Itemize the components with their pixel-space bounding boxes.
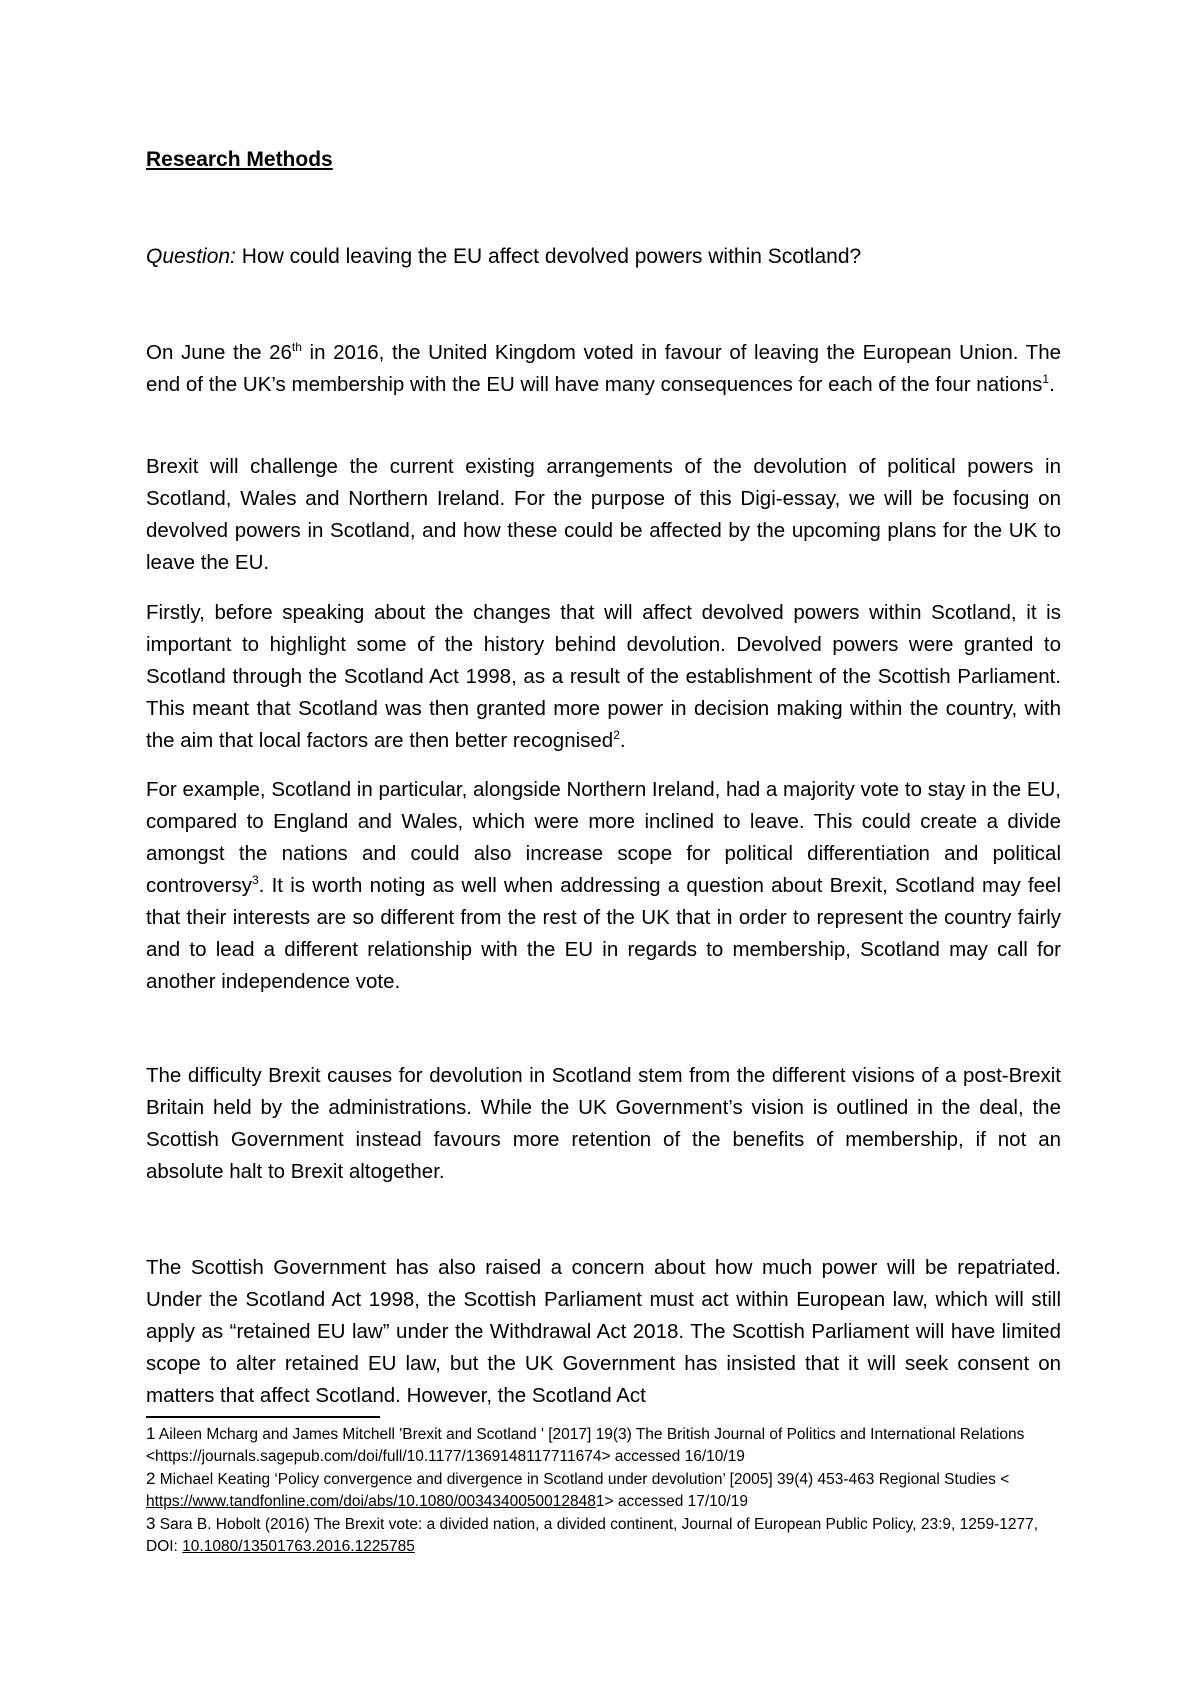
footnote-ref-1[interactable]: 1 [1042,372,1050,387]
paragraph-6: The Scottish Government has also raised a concern about how much power will be repatriated. Under the Scotland Act 1998, the Scottish Parliament must act within European law, which will still apply as “retained EU law” under the Withdrawal Act 2018. The Scottish Parliament will have limited scope to alter retained EU law, but the UK Government has insisted that it will seek consent on matters that affect Scotland. However, the Scotland Act [146,1256,1061,1407]
research-question [146,245,1066,269]
footnote-separator [146,1416,380,1418]
question-text: How could leaving the EU affect devolved powers within Scotland? [235,245,862,268]
paragraph-2: Brexit will challenge the current existing arrangements of the devolution of political powers in Scotland, Wales and Northern Ireland. For the purpose of this Digi-essay, we will be focusing on devolved powers in Scotland, and how these could be affected by the upcoming plans for the UK to leave the EU. [146,455,1061,574]
paragraph-1-text-b: in 2016, the United Kingdom voted in favour of leaving the European Union. The end of the UK’s membership with the EU will have many consequences for each of the four nations [146,341,1061,396]
footnote-ref-3[interactable]: 3 [251,873,259,888]
paragraph-4 [146,774,1061,998]
footnote-number: 1 [146,1424,156,1443]
footnote-text: Sara B. Hobolt (2016) The Brexit vote: a divided nation, a divided continent, Journal of European Public Policy, 23:9, 1259-1277, DOI: [146,1516,1039,1555]
paragraph-1-text-c: . [1049,373,1055,396]
footnote-number: 2 [146,1469,156,1488]
footnote-link-tail: 1 [595,1493,605,1510]
question-label: Question: [146,245,236,268]
paragraph-1 [146,337,1061,401]
footnote-text: Aileen Mcharg and James Mitchell 'Brexit and Scotland ' [2017] 19(3) The British Journal of Politics and International Relations <https://journals.sagepub.com/doi/full/10.1177/1369148117711674> accessed 16/10/19 [146,1426,1025,1465]
paragraph-3-text-a: Firstly, before speaking about the changes that will affect devolved powers within Scotland, it is important to highlight some of the history behind devolution. Devolved powers were granted to Scotland through the Scotland Act 1998, as a result of the establishment of the Scottish Parliament. This meant that Scotland was then granted more power in decision making within the country, with the aim that local factors are then better recognised [146,601,1061,752]
footnote-ref-2[interactable]: 2 [613,728,620,743]
footnote-link[interactable]: https://www.tandfonline.com/doi/abs/10.1080/0034340050012848 [146,1493,596,1510]
paragraph-4-text-a: For example, Scotland in particular, alongside Northern Ireland, had a majority vote to stay in the EU, compared to England and Wales, which were more inclined to leave. This could create a divide amongst the nations and could also increase scope for political differentiation and political controversy [146,778,1062,897]
paragraph-3-text-c: . [619,729,626,752]
footnote-2 [146,1468,1071,1513]
footnote-text-after: > accessed 17/10/19 [604,1493,748,1510]
paragraph-4-text-b: . It is worth noting as well when addressing a question about Brexit, Scotland may feel that their interests are so different from the rest of the UK that in order to represent the country fairly and to lead a different relationship with the EU in regards to membership, Scotland may call for another independence vote. [146,874,1061,993]
footnote-doi-link[interactable]: 10.1080/13501763.2016.1225785 [182,1538,415,1555]
paragraph-1-text-a: On June the 26 [146,341,292,364]
paragraph-5: The difficulty Brexit causes for devolution in Scotland stem from the different visions of a post-Brexit Britain held by the administrations. While the UK Government’s vision is outlined in the deal, the Scottish Government instead favours more retention of the benefits of membership, if not an absolute halt to Brexit altogether. [146,1064,1061,1183]
footnote-number: 3 [146,1514,156,1533]
footnote-1 [146,1423,1071,1468]
ordinal-suffix: th [291,340,302,355]
footnote-text: Michael Keating ‘Policy convergence and divergence in Scotland under devolution’ [2005] 39(4) 453-463 Regional Studies < [155,1471,1010,1488]
footnote-3 [146,1513,1071,1558]
document-title: Research Methods [146,148,333,171]
footnotes [146,1423,1071,1558]
paragraph-3 [146,597,1061,757]
